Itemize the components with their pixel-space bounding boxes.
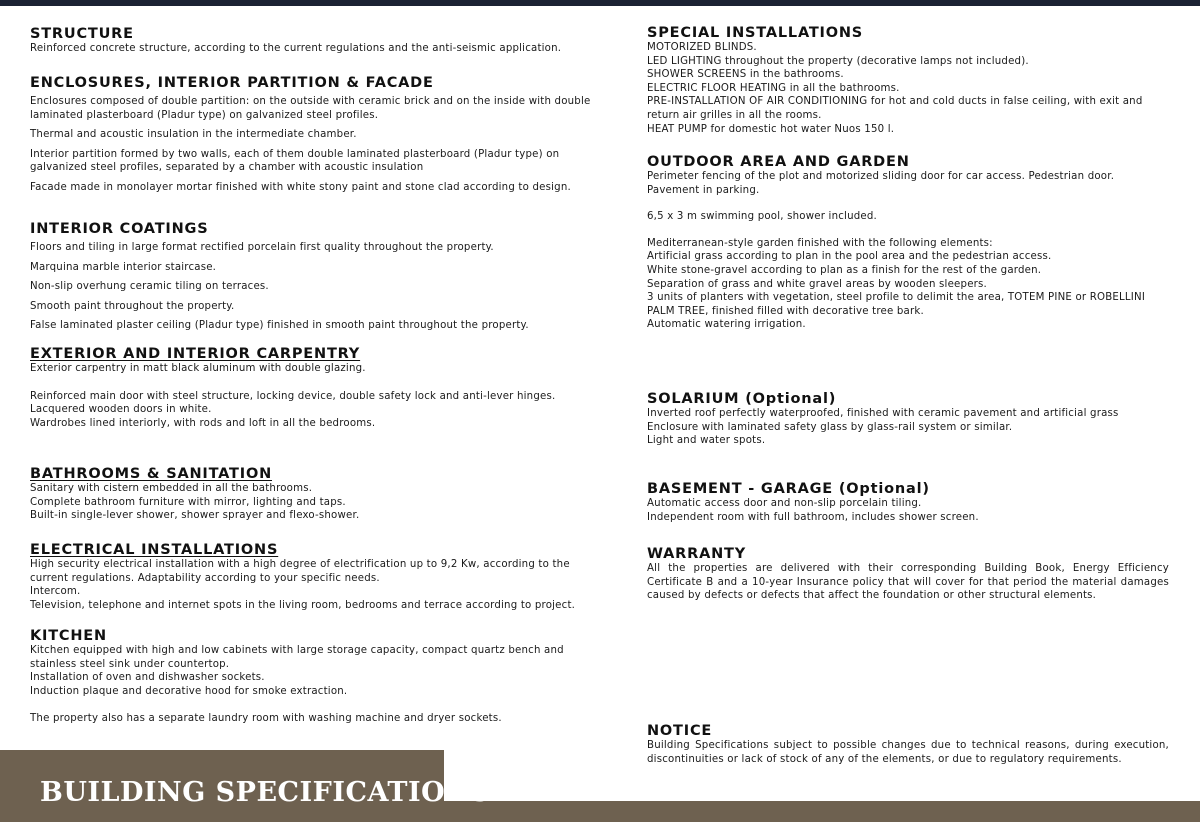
section-title: KITCHEN xyxy=(30,628,107,644)
section-kitchen xyxy=(30,628,600,726)
section-title: SPECIAL INSTALLATIONS xyxy=(647,25,864,41)
section-text: Interior partition formed by two walls, each of them double laminated plasterboard (Pladur type) on galvanized steel profiles, separated by a chamber with acoustic insulation xyxy=(30,148,560,174)
section-text: Light and water spots. xyxy=(647,435,766,447)
footer-title: BUILDING SPECIFICATIONS xyxy=(40,777,491,808)
section-text xyxy=(647,123,1169,137)
section-text: High security electrical installation with a high degree of electrification up to 9,2 Kw, according to the current regulations. Adaptability according to your specific needs. xyxy=(30,559,570,584)
section-text: Reinforced concrete structure, according to the current regulations and the anti-seismic application. xyxy=(30,43,562,54)
section-bathrooms xyxy=(30,466,600,523)
section-text: Smooth paint throughout the property. xyxy=(30,300,235,312)
section-title: BASEMENT - GARAGE (Optional) xyxy=(647,481,930,497)
section-title: STRUCTURE xyxy=(30,26,134,42)
section-warranty xyxy=(647,546,1169,603)
section-title: INTERIOR COATINGS xyxy=(30,221,209,237)
section-text: 3 units of planters with vegetation, steel profile to delimit the area, TOTEM PINE or ROBELLINI PALM TREE, finished filled with decorative tree bark. xyxy=(647,292,1146,317)
section-text: Artificial grass according to plan in the pool area and the pedestrian access. xyxy=(647,251,1052,263)
section-text: Facade made in monolayer mortar finished with white stony paint and stone clad according to design. xyxy=(30,181,571,193)
section-text: Complete bathroom furniture with mirror, lighting and taps. xyxy=(30,496,346,508)
section-text: Building Specifications subject to possible changes due to technical reasons, during execution, discontinuities or lack of stock of any of the elements, or due to regulatory requirements. xyxy=(647,740,1169,765)
section-text: Television, telephone and internet spots in the living room, bedrooms and terrace according to project. xyxy=(30,599,576,611)
section-text: Inverted roof perfectly waterproofed, finished with ceramic pavement and artificial grass xyxy=(647,408,1119,419)
section-text xyxy=(647,82,1169,96)
section-text: Automatic access door and non-slip porcelain tiling. xyxy=(647,498,922,509)
section-title: ENCLOSURES, INTERIOR PARTITION & FACADE xyxy=(30,75,434,91)
section-title: ELECTRICAL INSTALLATIONS xyxy=(30,542,279,558)
section-title: EXTERIOR AND INTERIOR CARPENTRY xyxy=(30,346,361,362)
bold-term: ELECTRIC FLOOR HEATING xyxy=(647,82,787,94)
term-description: throughout the property (decorative lamps not included). xyxy=(721,55,1029,67)
bold-term: HEAT PUMP xyxy=(647,123,708,135)
section-text: Enclosure with laminated safety glass by glass-rail system or similar. xyxy=(647,421,1013,433)
section-title: NOTICE xyxy=(647,723,713,739)
section-text: Marquina marble interior staircase. xyxy=(30,261,217,273)
section-text: White stone-gravel according to plan as a finish for the rest of the garden. xyxy=(647,264,1042,276)
section-title: WARRANTY xyxy=(647,546,747,562)
section-text xyxy=(647,95,1169,122)
bold-term: PRE-INSTALLATION OF AIR CONDITIONING xyxy=(647,96,868,108)
section-text: Induction plaque and decorative hood for smoke extraction. xyxy=(30,685,348,697)
section-special-installations xyxy=(647,25,1169,136)
term-description: in all the bathrooms. xyxy=(786,82,900,94)
section-notice xyxy=(647,723,1169,766)
section-text: All the properties are delivered with their corresponding Building Book, Energy Efficiency Certificate B and a 10-year Insurance policy that will cover for that period the material damages caused by defects or defects that affect the foundation or other structural elements. xyxy=(647,563,1169,602)
term-description: for hot and cold ducts in false ceiling, with exit and return air grilles in all the rooms. xyxy=(647,96,1143,121)
section-title: SOLARIUM (Optional) xyxy=(647,391,837,407)
bold-term: MOTORIZED BLINDS. xyxy=(647,42,757,53)
section-text: Kitchen equipped with high and low cabinets with large storage capacity, compact quartz bench and stainless steel sink under countertop. xyxy=(30,645,564,670)
section-outdoor-garden xyxy=(647,154,1169,332)
section-text xyxy=(647,68,1169,82)
section-text: Independent room with full bathroom, includes shower screen. xyxy=(647,511,979,523)
section-structure xyxy=(30,26,600,56)
section-text: Separation of grass and white gravel areas by wooden sleepers. xyxy=(647,278,987,290)
section-text: Wardrobes lined interiorly, with rods and loft in all the bedrooms. xyxy=(30,417,376,429)
term-description: in the bathrooms. xyxy=(746,69,844,81)
section-text: Installation of oven and dishwasher sockets. xyxy=(30,672,265,684)
section-text: Sanitary with cistern embedded in all the bathrooms. xyxy=(30,483,313,494)
section-text: 6,5 x 3 m swimming pool, shower included. xyxy=(647,211,877,223)
section-text: Automatic watering irrigation. xyxy=(647,319,806,331)
section-text: Lacquered wooden doors in white. xyxy=(30,404,212,416)
section-electrical xyxy=(30,542,600,612)
section-text: The property also has a separate laundry room with washing machine and dryer sockets. xyxy=(30,713,502,725)
bold-term: SHOWER SCREENS xyxy=(647,69,747,81)
section-solarium xyxy=(647,391,1169,448)
section-title: OUTDOOR AREA AND GARDEN xyxy=(647,154,910,170)
section-text: Built-in single-lever shower, shower sprayer and flexo-shower. xyxy=(30,510,360,522)
section-text: Intercom. xyxy=(30,586,81,598)
section-text: Enclosures composed of double partition: on the outside with ceramic brick and on the inside with double laminated plasterboard (Pladur type) on galvanized steel profiles. xyxy=(30,96,591,121)
section-carpentry xyxy=(30,346,600,430)
section-text: Non-slip overhung ceramic tiling on terraces. xyxy=(30,281,269,293)
section-text: False laminated plaster ceiling (Pladur type) finished in smooth paint throughout the property. xyxy=(30,320,529,332)
section-text: Reinforced main door with steel structure, locking device, double safety lock and anti-lever hinges. xyxy=(30,390,556,402)
section-text: Floors and tiling in large format rectified porcelain first quality throughout the property. xyxy=(30,242,494,253)
section-interior-coatings xyxy=(30,221,600,333)
section-text xyxy=(647,41,1169,55)
section-enclosures xyxy=(30,75,600,195)
section-text: Perimeter fencing of the plot and motorized sliding door for car access. Pedestrian door. Pavement in parking. xyxy=(647,171,1115,196)
section-text xyxy=(647,55,1169,69)
section-text: Mediterranean-style garden finished with the following elements: xyxy=(647,237,993,249)
bold-term: LED LIGHTING xyxy=(647,55,722,67)
section-text: Exterior carpentry in matt black aluminum with double glazing. xyxy=(30,363,366,374)
term-description: for domestic hot water Nuos 150 l. xyxy=(707,123,895,135)
section-text: Thermal and acoustic insulation in the intermediate chamber. xyxy=(30,129,357,141)
section-basement-garage xyxy=(647,481,1169,524)
top-bar xyxy=(0,0,1200,6)
section-title: BATHROOMS & SANITATION xyxy=(30,466,273,482)
